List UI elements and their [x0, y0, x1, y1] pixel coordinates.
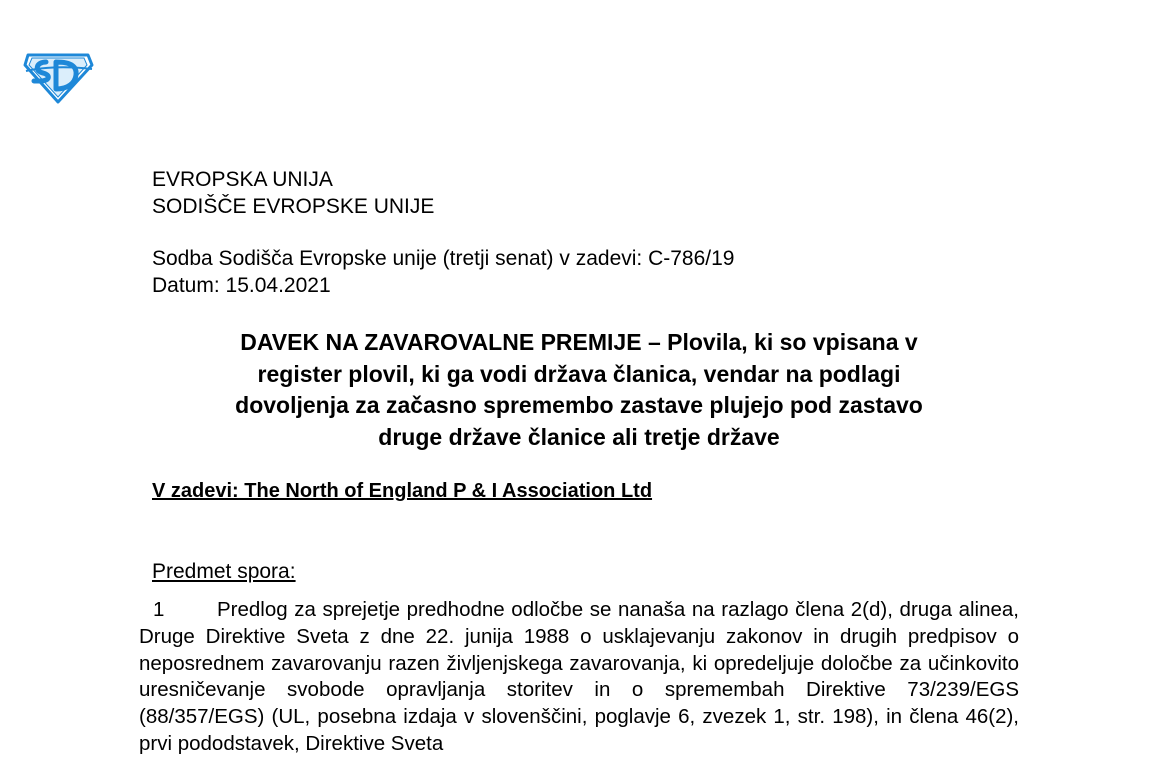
title-line-4: druge države članice ali tretje države [378, 423, 780, 450]
court-header [152, 166, 434, 220]
paragraph-text: Predlog za sprejetje predhodne odločbe se nanaša na razlago člena 2(d), druga alinea, Druge Direktive Sveta z dne 22. junija 1988 o usklajevanju zakonov in drugih predpisov o neposrednem zavarovanju razen življenjskega zavarovanja, ki opredeljuje določbe za učinkovito uresničevanje svobode opravljanja storitev in o spremembah Direktive 73/239/EGS (88/357/EGS) (UL, posebna izdaja v slovenščini, poglavje 6, zvezek 1, str. 198), in člena 46(2), prvi pododstavek, Direktive Sveta [139, 598, 1019, 755]
subject-heading: Predmet spora: [152, 560, 296, 583]
title-line-2: register plovil, ki ga vodi država članica, vendar na podlagi [257, 360, 901, 387]
header-union-name: EVROPSKA UNIJA [152, 168, 333, 191]
header-court-name: SODIŠČE EVROPSKE UNIJE [152, 195, 435, 218]
case-name: V zadevi: The North of England P & I Association Ltd [152, 480, 653, 502]
judgment-reference: Sodba Sodišča Evropske unije (tretji senat) v zadevi: C-786/19 [152, 247, 735, 270]
sd-shield-logo-icon [22, 49, 95, 104]
document-title [140, 327, 1018, 453]
case-info [152, 245, 734, 299]
title-line-3: dovoljenja za začasno spremembo zastave plujejo pod zastavo [235, 392, 923, 418]
paragraph-1 [139, 597, 1019, 758]
judgment-date: Datum: 15.04.2021 [152, 274, 331, 297]
title-line-1: DAVEK NA ZAVAROVALNE PREMIJE – Plovila, ki so vpisana v [240, 329, 918, 355]
paragraph-number: 1 [153, 598, 165, 621]
